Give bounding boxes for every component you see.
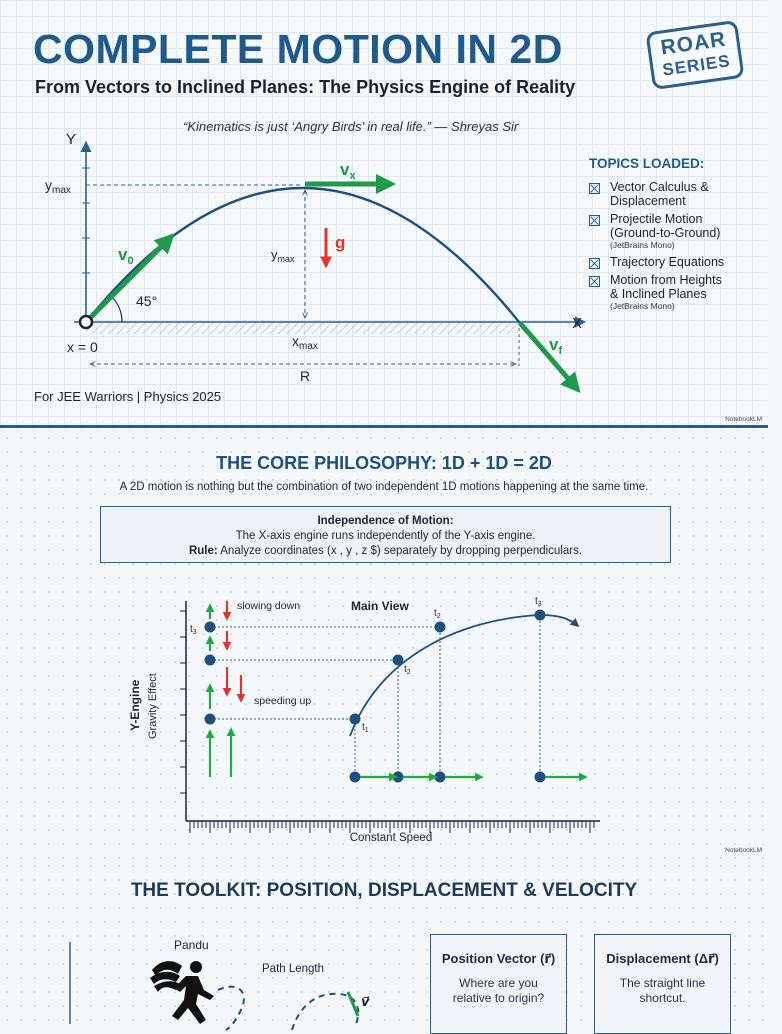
checkbox-x-icon xyxy=(589,276,600,287)
roar-series-stamp xyxy=(645,20,744,90)
ymax-axis-label: $y_{max}$ xyxy=(45,177,71,196)
velocity-path-curve xyxy=(292,994,358,1030)
independence-diagram xyxy=(0,571,768,851)
vf-arrow xyxy=(520,323,578,390)
topic-item: Vector Calculus & Displacement xyxy=(589,180,759,208)
topic-item: Motion from Heights & Inclined Planes (JetBrains Mono) xyxy=(589,273,759,312)
notebooklm-credit: NotebookLM xyxy=(725,416,762,423)
hero-panel xyxy=(0,0,768,428)
hero-quote: “Kinematics is just ‘Angry Birds’ in real life.” — Shreyas Sir xyxy=(183,119,519,134)
toolkit-panel xyxy=(0,859,768,1024)
philosophy-panel xyxy=(0,431,768,859)
pandu-label: Pandu xyxy=(174,938,209,952)
checkbox-x-icon xyxy=(589,258,600,269)
vf-label: $v_f$ xyxy=(549,335,563,357)
notebooklm-credit: NotebookLM xyxy=(725,847,762,854)
toolkit-title: THE TOOLKIT: POSITION, DISPLACEMENT & VELOCITY xyxy=(130,880,638,901)
x-axis-label: X xyxy=(572,315,583,332)
position-vector-card xyxy=(430,934,567,1034)
time-label: $t_1$ xyxy=(362,722,369,734)
vertical-projections xyxy=(355,617,540,776)
topic-item: Trajectory Equations xyxy=(589,255,759,269)
xmax-label: $x_{max}$ xyxy=(292,333,318,352)
speeding-up-label: speeding up xyxy=(254,695,312,707)
displacement-desc: The straight line shortcut. xyxy=(619,976,706,1005)
stamp-line1: ROAR xyxy=(659,27,728,60)
angle-arc xyxy=(111,296,122,322)
vx-label: $v_x$ xyxy=(340,160,356,182)
checkbox-x-icon xyxy=(589,215,600,226)
position-vector-heading: Position Vector (r⃗) xyxy=(441,951,556,966)
independence-heading: Independence of Motion: xyxy=(317,515,454,527)
ymax-mid-label: $y_{max}$ xyxy=(271,247,295,264)
displacement-card xyxy=(594,934,731,1034)
path-length-curve xyxy=(218,987,244,1030)
independence-line: The X-axis engine runs independently of the Y-axis engine. xyxy=(235,530,536,542)
projectile-diagram xyxy=(0,128,600,428)
hero-subtitle: From Vectors to Inclined Planes: The Physics Engine of Reality xyxy=(35,77,576,97)
topics-heading: TOPICS LOADED: xyxy=(589,156,705,171)
v0-label: $v_0$ xyxy=(118,245,134,267)
slowing-down-label: slowing down xyxy=(237,600,301,612)
gravity-effect-label: Gravity Effect xyxy=(147,673,159,739)
hero-title: COMPLETE MOTION IN 2D xyxy=(33,26,563,72)
main-view-curve xyxy=(350,615,578,736)
origin-label: x = 0 xyxy=(67,339,98,355)
y-engine-ticks xyxy=(180,611,186,793)
velocity-arrow xyxy=(348,992,358,1016)
path-length-label: Path Length xyxy=(262,963,325,975)
pandu-runner-icon xyxy=(150,961,214,1024)
velocity-symbol: v⃗ xyxy=(361,994,370,1009)
y-axis-label: Y xyxy=(66,131,77,148)
independence-rule: Rule: Analyze coordinates (x , y , z $) separately by dropping perpendiculars. xyxy=(188,545,583,557)
origin-point xyxy=(80,316,92,328)
displacement-heading: Displacement (Δr⃗) xyxy=(606,951,719,966)
philosophy-title: THE CORE PHILOSOPHY: 1D + 1D = 2D xyxy=(216,453,552,473)
topics-list xyxy=(589,156,759,316)
constant-speed-label: Constant Speed xyxy=(349,832,433,844)
angle-label: 45° xyxy=(136,293,158,309)
time-label: $t_3$ xyxy=(190,624,197,636)
checkbox-x-icon xyxy=(589,183,600,194)
stamp-line2: SERIES xyxy=(661,51,732,80)
pandu-path-illustration xyxy=(0,934,420,1024)
independence-box xyxy=(100,506,671,563)
position-vector-desc: Where are you relative to origin? xyxy=(452,976,545,1005)
topic-item: Projectile Motion (Ground-to-Ground) (JetBrains Mono) xyxy=(589,212,759,251)
gravity-arrows xyxy=(227,601,241,701)
y-engine-points xyxy=(205,622,216,725)
time-label: $t_3$ xyxy=(535,596,542,608)
time-label: $t_2$ xyxy=(404,664,411,676)
v0-arrow xyxy=(88,236,172,320)
g-label: g xyxy=(335,233,346,252)
hero-footer: For JEE Warriors | Physics 2025 xyxy=(34,389,222,404)
philosophy-description: A 2D motion is nothing but the combination of two independent 1D motions happening at the same time. xyxy=(119,481,649,493)
y-engine-label: Y-Engine xyxy=(128,679,142,731)
range-label: R xyxy=(300,368,311,384)
ground-hatch xyxy=(86,322,518,334)
main-view-label: Main View xyxy=(351,599,409,613)
time-label: $t_2$ xyxy=(434,608,441,620)
